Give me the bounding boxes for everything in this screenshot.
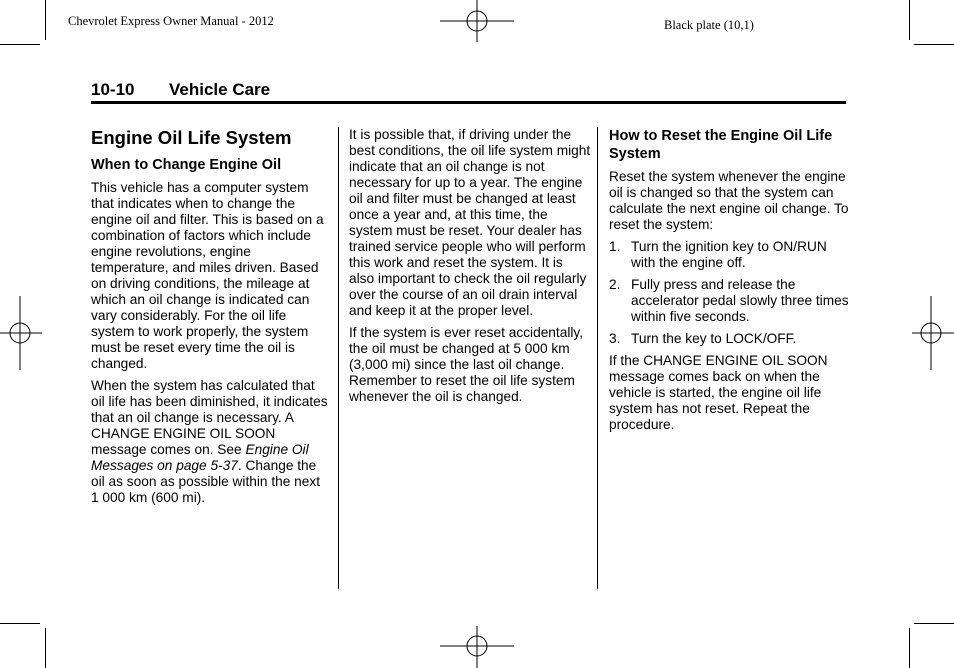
- paragraph: This vehicle has a computer system that indicates when to change the engine oil and filter. This is based on a combination of factors which include engine revolutions, engine temperature, and miles driven. Based on driving conditions, the mileage at which an oil change is indicated can vary considerably. For the oil life system to work properly, the system must be reset every time the oil is changed.: [91, 180, 324, 371]
- page-number: 10-10: [91, 80, 135, 99]
- list-item: [609, 239, 849, 271]
- crop-mark: [909, 628, 910, 668]
- paragraph: If the system is ever reset accidentally, the oil must be changed at 5 000 km (3,000 mi) since the last oil change. Remember to reset the oil life system whenever the oil is changed.: [349, 325, 584, 404]
- registration-mark-right: [910, 296, 954, 370]
- paragraph: It is possible that, if driving under the best conditions, the oil life system might indicate that an oil change is not necessary for up to a year. The engine oil and filter must be changed at least once a year and, at this time, the system must be reset. Your dealer has trained service people who will perform this work and reset the system. It is also important to check the oil regularly over the course of an oil drain interval and keep it at the proper level.: [349, 127, 591, 318]
- column-divider: [338, 127, 339, 589]
- crop-mark: [0, 623, 40, 624]
- crop-mark: [914, 623, 954, 624]
- subheading-when-to-change: When to Change Engine Oil: [91, 157, 282, 173]
- crop-mark: [45, 0, 46, 40]
- list-item: [609, 331, 849, 347]
- column-3: [609, 127, 849, 439]
- step-text: Turn the key to LOCK/OFF.: [631, 331, 797, 346]
- subheading-how-to-reset: How to Reset the Engine Oil Life System: [609, 128, 833, 162]
- registration-mark-left: [0, 296, 44, 370]
- paragraph-text: . Change the oil as soon as possible within the next 1 000 km (600 mi).: [91, 458, 321, 505]
- registration-mark-top: [440, 0, 514, 44]
- paragraph: If the CHANGE ENGINE OIL SOON message comes back on when the vehicle is started, the engine oil life system has not reset. Repeat the procedure.: [609, 353, 828, 432]
- column-1: [91, 127, 331, 512]
- paragraph-text: When the system has calculated that oil life has been diminished, it indicates that an oil change is necessary. A CHANGE ENGINE OIL SOON message comes on. See: [91, 378, 328, 457]
- section-heading: [91, 80, 270, 100]
- step-text: Turn the ignition key to ON/RUN with the engine off.: [631, 239, 827, 270]
- crop-mark: [0, 44, 40, 45]
- crop-mark: [909, 0, 910, 40]
- step-number: 1.: [609, 239, 621, 254]
- step-number: 3.: [609, 331, 621, 346]
- section-title: Vehicle Care: [169, 80, 271, 99]
- column-2: [349, 127, 591, 411]
- list-item: [609, 277, 849, 325]
- column-divider: [597, 127, 598, 589]
- heading-rule: [91, 101, 846, 104]
- crop-mark: [45, 628, 46, 668]
- step-number: 2.: [609, 277, 621, 292]
- registration-mark-bottom: [440, 626, 514, 668]
- reset-steps-list: [609, 239, 849, 347]
- crop-mark: [914, 44, 954, 45]
- cross-reference-link[interactable]: Engine Oil Messages on page 5-37: [91, 442, 309, 473]
- step-text: Fully press and release the accelerator pedal slowly three times within five seconds.: [631, 277, 849, 324]
- manual-title: Chevrolet Express Owner Manual - 2012: [68, 14, 274, 28]
- paragraph: [91, 378, 331, 506]
- paragraph: Reset the system whenever the engine oil is changed so that the system can calculate the next engine oil change. To reset the system:: [609, 169, 849, 232]
- page-title: Engine Oil Life System: [91, 127, 292, 148]
- plate-label: Black plate (10,1): [664, 18, 754, 32]
